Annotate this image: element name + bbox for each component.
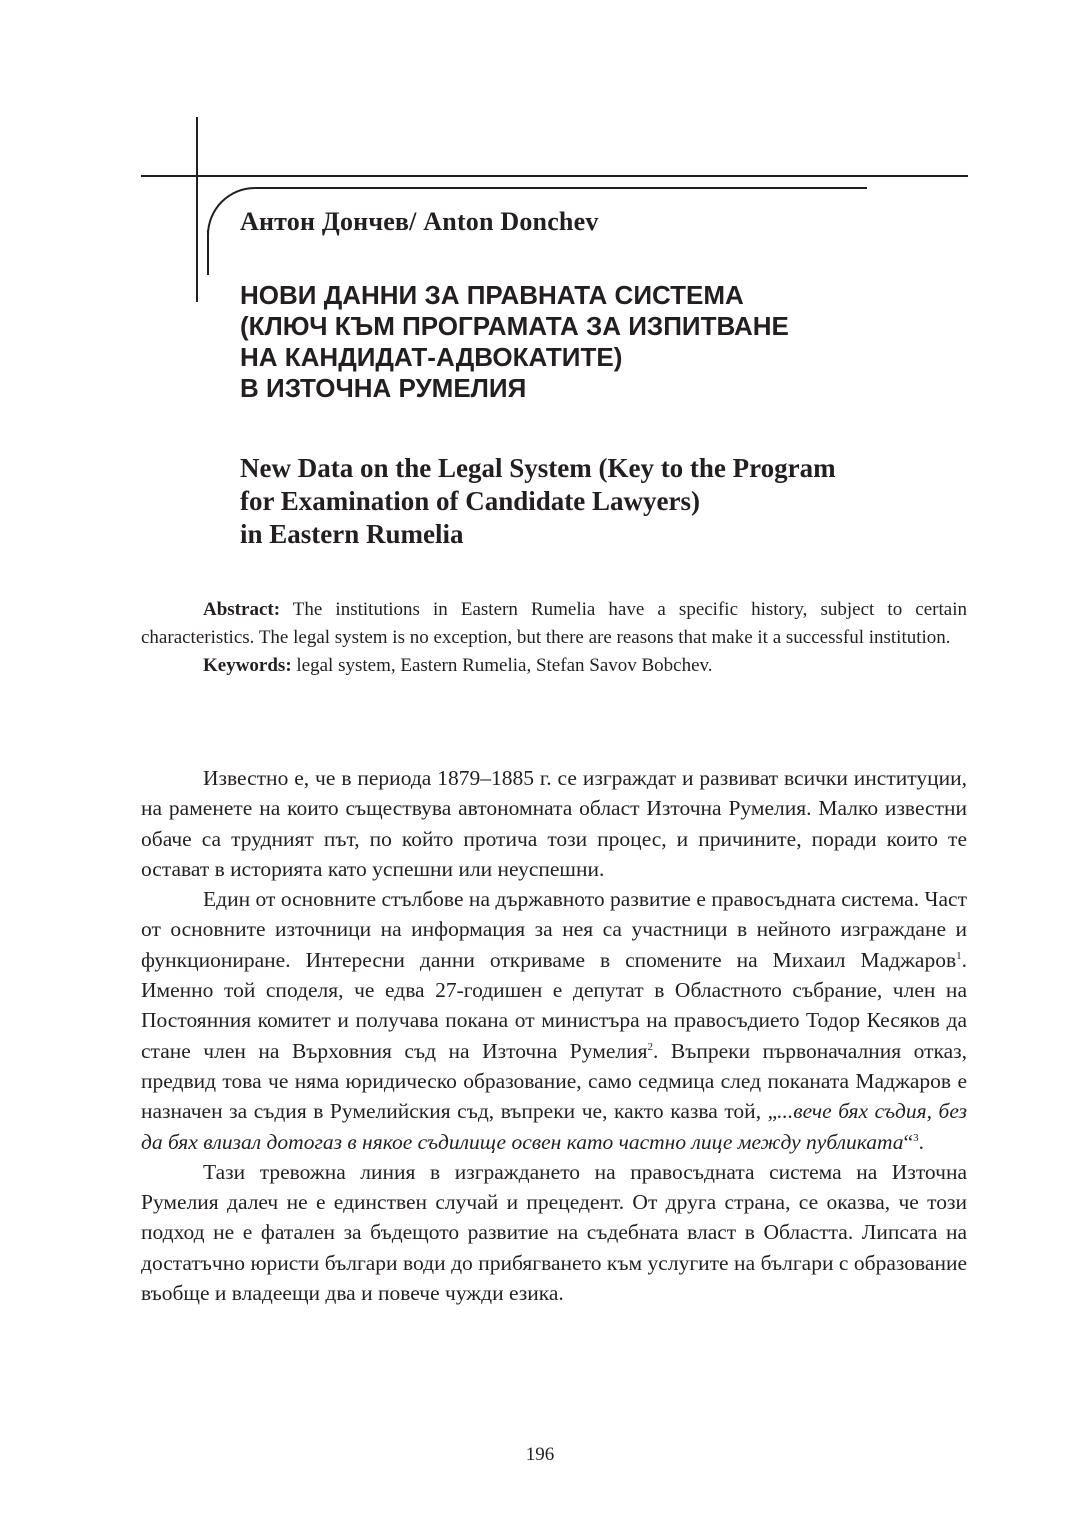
title-bulgarian [240, 280, 789, 404]
keywords-text: legal system, Eastern Rumelia, Stefan Savov Bobchev. [291, 655, 713, 676]
title-bg-line: НА КАНДИДАТ-АДВОКАТИТЕ) [240, 342, 623, 372]
frame-horizontal-line [141, 175, 968, 177]
title-bg-line: НОВИ ДАННИ ЗА ПРАВНАТА СИСТЕМА [240, 280, 744, 310]
abstract-section [141, 596, 967, 680]
keywords-paragraph [141, 652, 967, 680]
title-english [240, 452, 836, 551]
footnote-ref-1[interactable]: 1 [956, 949, 962, 962]
title-bg-line: В ИЗТОЧНА РУМЕЛИЯ [240, 373, 527, 403]
abstract-paragraph [141, 596, 967, 652]
body-paragraph-2: Един от основните стълбове на държавното развитие е правосъдната система. Част от основните източници на информация за нея са участници в нейното изграждане и функциониране. Интересни данни откриваме в спомените на Михаил Маджаров$^1$. Именно той споделя, че едва 27-годишен е депутат в Областното събрание, член на Постоянния комитет и получава покана от министъра на правосъдието Тодор Кесяков да стане член на Върховния съд на Източна Румелия$^2$. Въпреки първоначалния отказ, предвид това че няма юридическо образование, само седмица след поканата Маджаров е назначен за съдия в Румелийския съд, въпреки че, както казва той, „...вече бях съдия, без да бях влизал дотогаз в някое съдилище освен като частно лице между публиката“$^3$. [141, 887, 968, 1154]
frame-inner-vertical-line [207, 230, 209, 275]
abstract-label: Abstract: [203, 599, 281, 620]
frame-vertical-line [196, 117, 198, 302]
body-paragraph-1: Известно е, че в периода 1879–1885 г. се изграждат и развиват всички институции, на раменете на които съществува автономната област Източна Румелия. Малко известни обаче са трудният път, по който протича този процес, и причините, поради които те остават в историята като успешни или неуспешни. [141, 766, 967, 881]
title-en-line: for Examination of Candidate Lawyers) [240, 486, 701, 516]
abstract-text: The institutions in Eastern Rumelia have a specific history, subject to certain characteristics. The legal system is no exception, but there are reasons that make it a successful institution. [141, 599, 967, 648]
keywords-label: Keywords: [203, 655, 292, 676]
title-en-line: New Data on the Legal System (Key to the Program [240, 453, 836, 483]
frame-inner-top-line [255, 187, 867, 189]
body-paragraph-3: Тази тревожна линия в изграждането на правосъдната система на Източна Румелия далеч не е единствен случай и прецедент. От друга страна, се оказва, че този подход не е фатален за бъдещото развитие на съдебната власт в Областта. Липсата на достатъчно юристи българи води до прибягването към услугите на българи с образование въобще и владеещи два и повече чужди езика. [141, 1159, 967, 1306]
title-en-line: in Eastern Rumelia [240, 519, 464, 549]
quotation: ...вече бях съдия, без да бях влизал дотогаз в някое съдилище освен като частно лице между публиката [141, 1099, 967, 1154]
footnote-ref-3[interactable]: 3 [913, 1131, 919, 1144]
page-number: 196 [525, 1444, 555, 1465]
article-body [141, 763, 967, 1308]
footnote-ref-2[interactable]: 2 [647, 1040, 653, 1053]
author-name: Антон Дончев/ Anton Donchev [240, 207, 599, 236]
title-bg-line: (КЛЮЧ КЪМ ПРОГРАМАТА ЗА ИЗПИТВАНЕ [240, 311, 789, 341]
